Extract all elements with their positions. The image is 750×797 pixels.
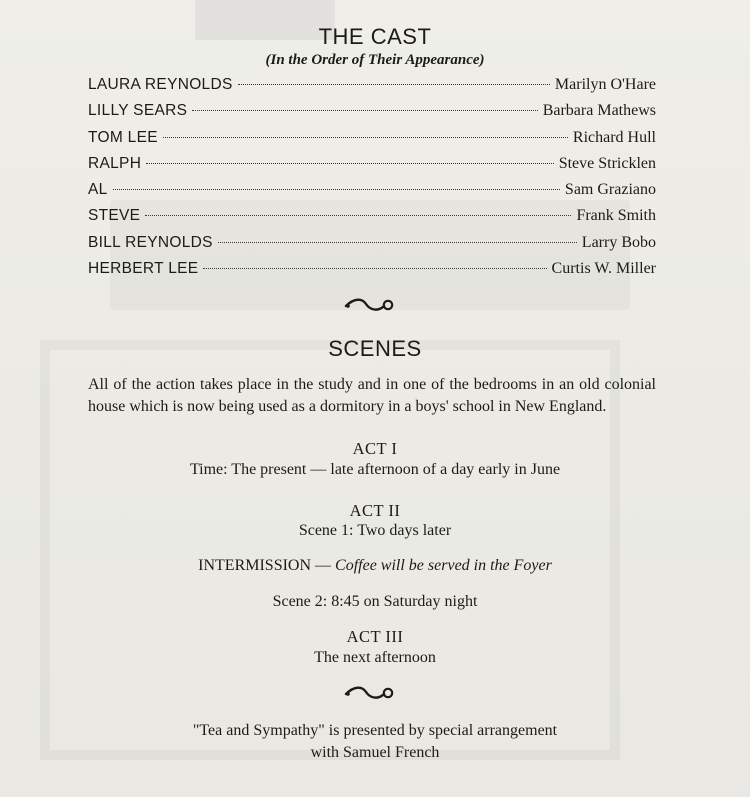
cast-actor: Steve Stricklen <box>558 154 656 172</box>
cast-role: HERBERT LEE <box>88 260 199 278</box>
intermission-label: INTERMISSION — <box>198 557 332 574</box>
dot-leader <box>192 110 537 111</box>
cast-row <box>88 102 656 128</box>
cast-actor: Barbara Mathews <box>542 102 656 120</box>
cast-row <box>88 155 656 181</box>
cast-actor: Curtis W. Miller <box>551 260 656 278</box>
cast-actor: Marilyn O'Hare <box>554 76 656 93</box>
swash-ornament-icon <box>344 682 396 704</box>
dot-leader <box>163 137 568 138</box>
cast-role: BILL REYNOLDS <box>88 233 213 251</box>
cast-actor: Frank Smith <box>576 207 656 225</box>
dot-leader <box>203 268 546 269</box>
cast-role: STEVE <box>88 207 141 225</box>
cast-row <box>88 76 656 102</box>
dot-leader <box>113 189 560 190</box>
dot-leader <box>146 163 554 164</box>
cast-list <box>88 76 656 286</box>
cast-actor: Sam Graziano <box>564 181 656 199</box>
scenes-title: SCENES <box>328 336 422 361</box>
swash-ornament-icon <box>344 294 396 316</box>
dot-leader <box>145 215 571 216</box>
dot-leader <box>218 242 577 243</box>
credit-line-2: with Samuel French <box>310 744 440 761</box>
cast-actor: Richard Hull <box>572 128 656 146</box>
cast-row <box>88 181 656 207</box>
intermission-note: Coffee will be served in the Foyer <box>335 557 552 574</box>
intermission-line <box>0 557 750 575</box>
cast-row <box>88 260 656 286</box>
scenes-description: All of the action takes place in the study and in one of the bedrooms in an old colonial house which is now being used as a dormitory in a boys' school in New England. <box>88 376 656 415</box>
act-1-heading: ACT I <box>352 439 398 458</box>
act-3-heading: ACT III <box>346 627 404 646</box>
act-3-time: The next afternoon <box>314 649 436 666</box>
cast-actor: Larry Bobo <box>581 233 656 251</box>
cast-row <box>88 129 656 155</box>
act-2-scene-2: Scene 2: 8:45 on Saturday night <box>272 593 478 610</box>
cast-title: THE CAST <box>318 24 432 49</box>
cast-subtitle: (In the Order of Their Appearance) <box>265 52 485 68</box>
cast-role: LILLY SEARS <box>88 102 188 120</box>
cast-row <box>88 234 656 260</box>
cast-role: RALPH <box>88 154 142 172</box>
cast-row <box>88 207 656 233</box>
credit-line-1: "Tea and Sympathy" is presented by special arrangement <box>192 722 558 739</box>
cast-role: AL <box>88 181 108 199</box>
cast-role: LAURA REYNOLDS <box>88 76 233 93</box>
cast-role: TOM LEE <box>88 128 158 146</box>
act-2-scene-1: Scene 1: Two days later <box>298 522 452 539</box>
act-1-time: Time: The present — late afternoon of a day early in June <box>189 461 561 478</box>
dot-leader <box>238 84 550 85</box>
act-2-heading: ACT II <box>349 501 401 520</box>
